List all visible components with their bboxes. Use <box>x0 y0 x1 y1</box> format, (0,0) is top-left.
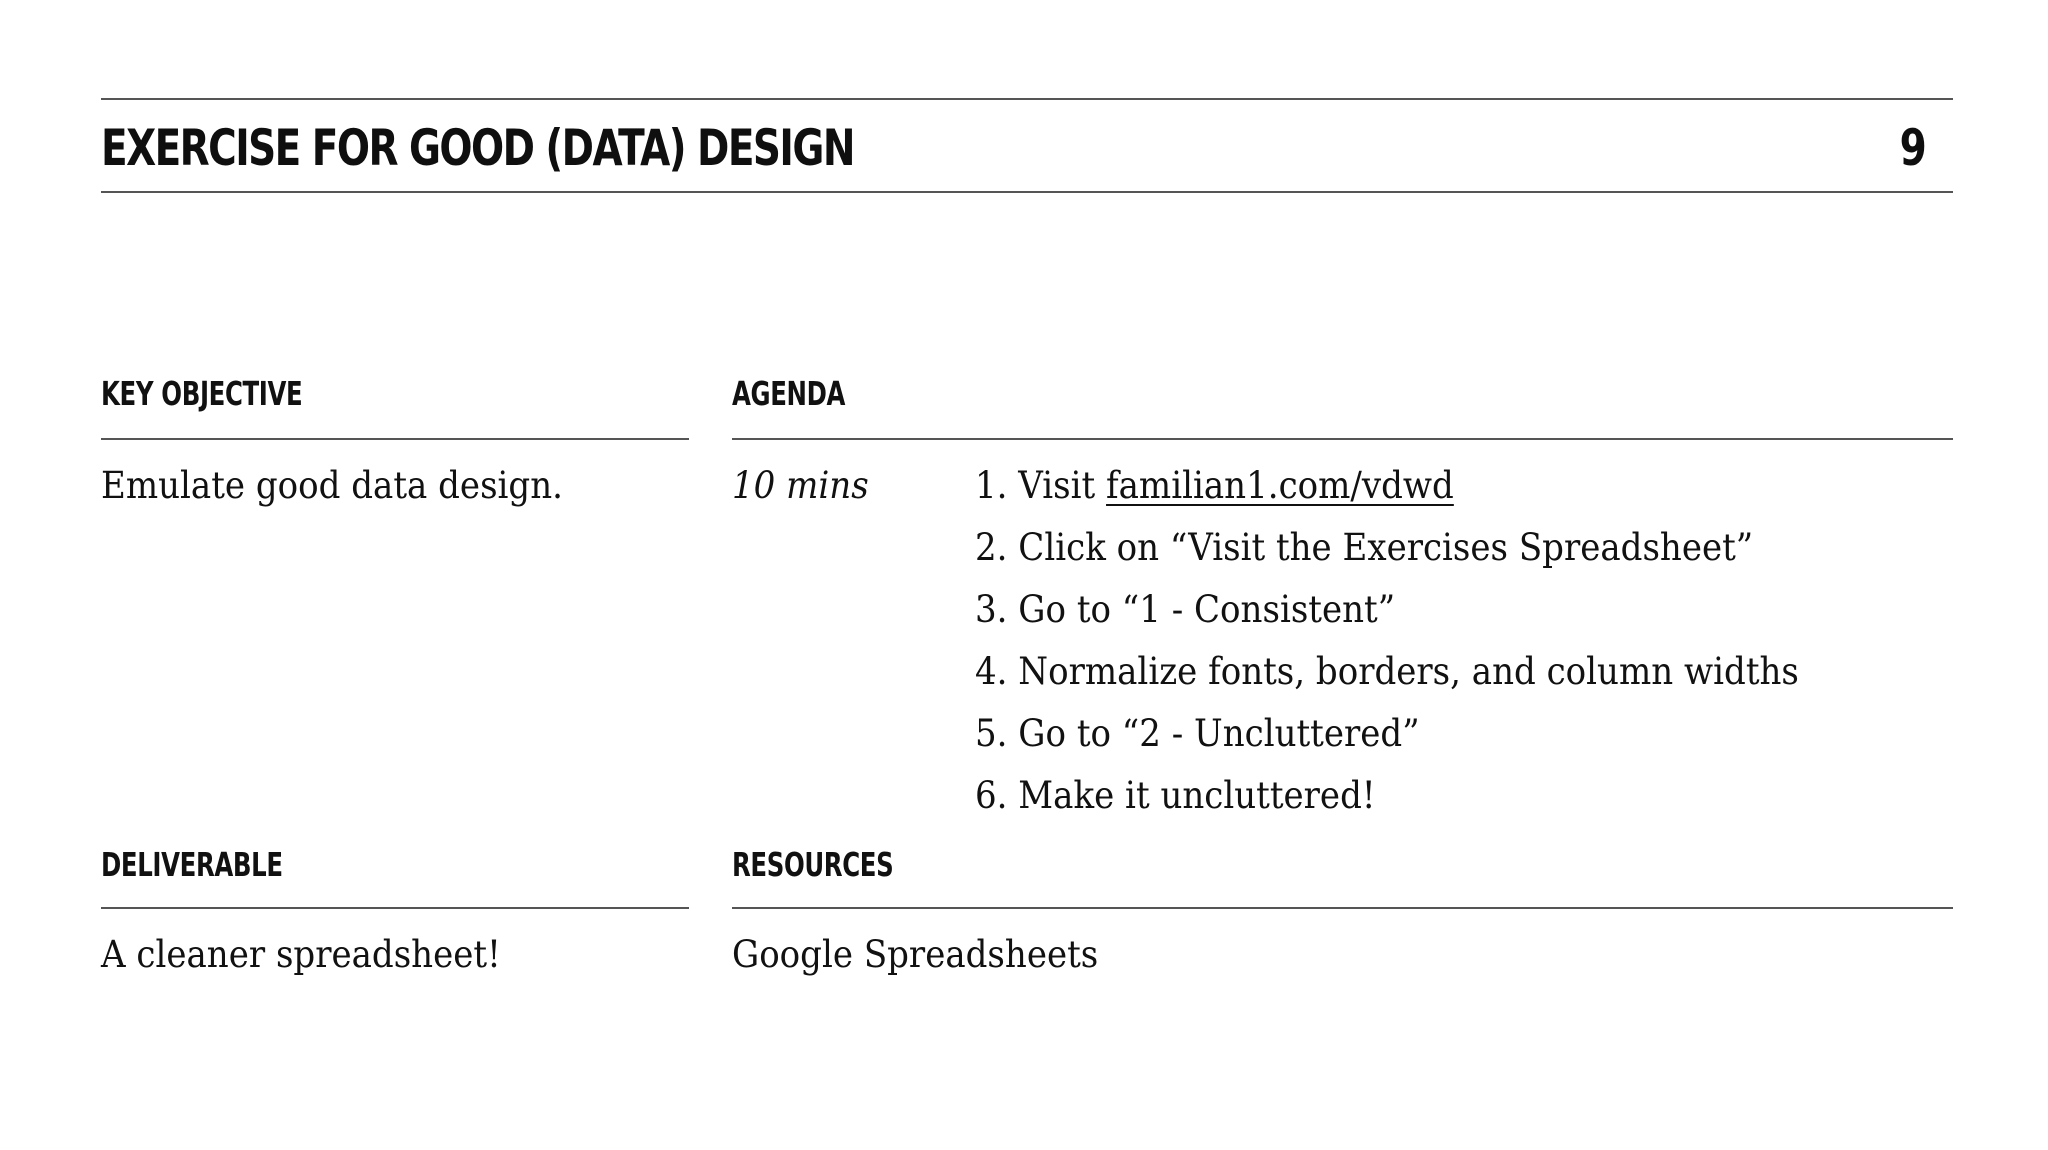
agenda-step <box>975 641 1799 703</box>
agenda-step-number: 5. <box>975 712 1008 755</box>
deliverable-text: A cleaner spreadsheet! <box>101 933 501 976</box>
agenda-step-text: Visit <box>1018 464 1107 507</box>
agenda-step-number: 2. <box>975 526 1008 569</box>
agenda-step-text: Normalize fonts, borders, and column widths <box>1018 650 1799 693</box>
agenda-step-number: 4. <box>975 650 1008 693</box>
agenda-step-text: Click on “Visit the Exercises Spreadsheet” <box>1018 526 1754 569</box>
agenda-step-text: Go to “1 - Consistent” <box>1018 588 1396 631</box>
agenda-steps <box>975 455 1799 827</box>
agenda-step <box>975 517 1799 579</box>
agenda-step-text: Make it uncluttered! <box>1018 774 1376 817</box>
key-objective-label: KEY OBJECTIVE <box>101 374 303 413</box>
agenda-step-number: 1. <box>975 464 1008 507</box>
deliverable-label: DELIVERABLE <box>101 845 283 884</box>
agenda-step <box>975 579 1799 641</box>
resources-text: Google Spreadsheets <box>732 933 1099 976</box>
agenda-step-number: 6. <box>975 774 1008 817</box>
agenda-step <box>975 765 1799 827</box>
slide-title: EXERCISE FOR GOOD (DATA) DESIGN <box>101 119 854 177</box>
agenda-step-text: Go to “2 - Uncluttered” <box>1018 712 1420 755</box>
page-number: 9 <box>1899 119 1927 177</box>
agenda-step <box>975 703 1799 765</box>
agenda-duration: 10 mins <box>732 464 869 507</box>
key-objective-text: Emulate good data design. <box>101 464 563 507</box>
resources-label: RESOURCES <box>732 845 894 884</box>
agenda-step-number: 3. <box>975 588 1008 631</box>
header-top-rule <box>101 98 1953 100</box>
agenda-label: AGENDA <box>732 374 846 413</box>
resources-rule <box>732 907 1953 909</box>
key-objective-rule <box>101 438 689 440</box>
agenda-rule <box>732 438 1953 440</box>
familian-link[interactable]: familian1.com/vdwd <box>1106 464 1454 507</box>
deliverable-rule <box>101 907 689 909</box>
agenda-step <box>975 455 1799 517</box>
header-bottom-rule <box>101 191 1953 193</box>
